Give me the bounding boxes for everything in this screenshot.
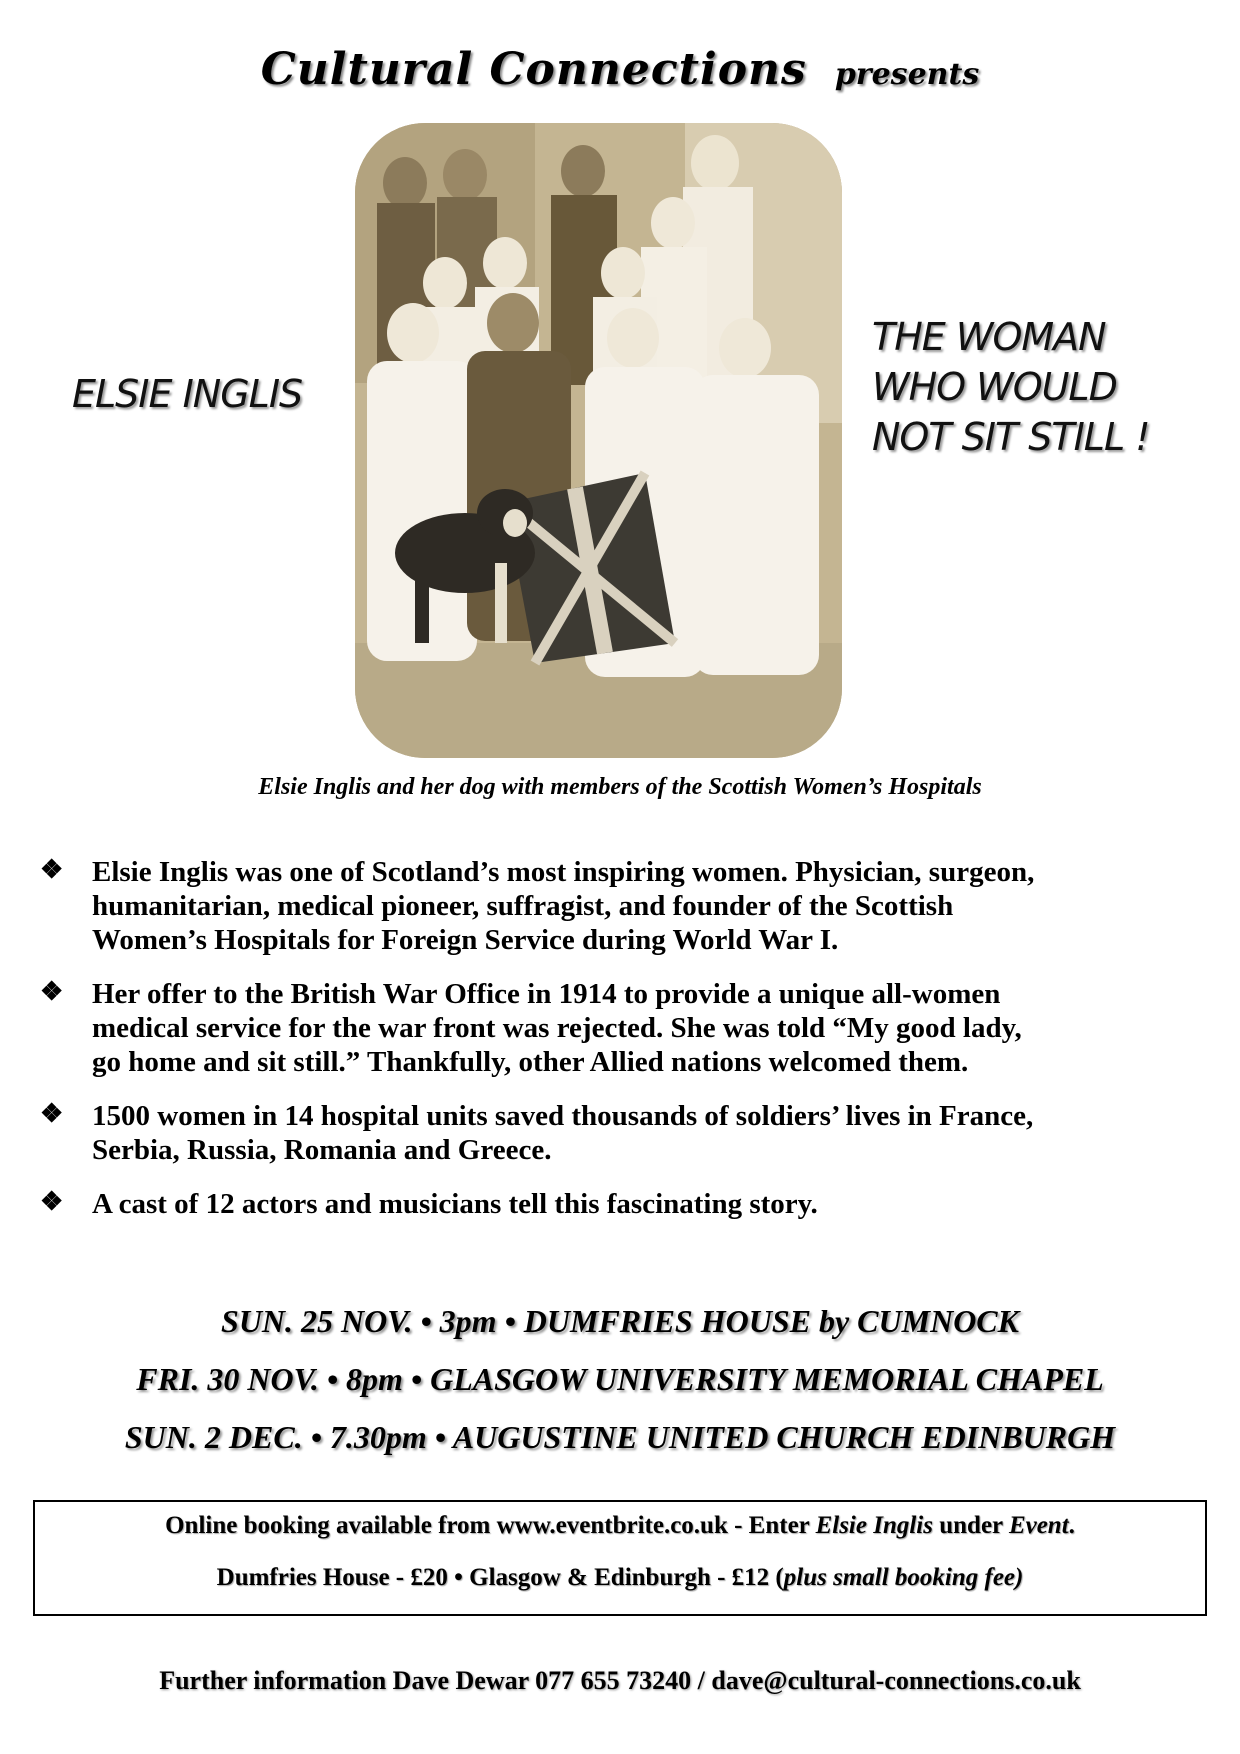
- booking-text: under: [932, 1512, 1009, 1539]
- event-header: [0, 44, 1240, 95]
- bullet-line: humanitarian, medical pioneer, suffragist, and founder of the Scottish: [92, 890, 954, 922]
- diamond-bullet-icon: ❖: [40, 855, 64, 884]
- bullet-line: go home and sit still.” Thankfully, other Allied nations welcomed them.: [92, 1046, 969, 1078]
- bullet-item: [40, 977, 1210, 1079]
- bullet-item: [40, 1099, 1210, 1167]
- booking-event-label: Event: [1008, 1512, 1069, 1539]
- diamond-bullet-icon: ❖: [40, 1099, 64, 1128]
- title-right: [872, 312, 1149, 462]
- booking-box: [33, 1500, 1207, 1616]
- organization-name: Cultural Connections: [260, 44, 807, 95]
- bullet-line: Her offer to the British War Office in 1914 to provide a unique all-women: [92, 978, 1001, 1010]
- bullet-line: Women’s Hospitals for Foreign Service during World War I.: [92, 924, 839, 956]
- diamond-bullet-icon: ❖: [40, 977, 64, 1006]
- event-date-line: SUN. 25 NOV. • 3pm • DUMFRIES HOUSE by CUMNOCK: [221, 1303, 1019, 1339]
- bullet-item: [40, 1187, 1210, 1221]
- title-right-line: WHO WOULD: [872, 365, 1117, 409]
- event-date-line: SUN. 2 DEC. • 7.30pm • AUGUSTINE UNITED CHURCH EDINBURGH: [124, 1419, 1116, 1455]
- bullet-line: 1500 women in 14 hospital units saved thousands of soldiers’ lives in France,: [92, 1100, 1034, 1132]
- title-right-line: NOT SIT STILL !: [872, 415, 1150, 459]
- photo-caption: Elsie Inglis and her dog with members of the Scottish Women’s Hospitals: [258, 774, 982, 800]
- booking-fee-note: plus small booking fee): [783, 1564, 1024, 1591]
- booking-line-online: [35, 1512, 1205, 1540]
- bullet-line: Elsie Inglis was one of Scotland’s most inspiring women. Physician, surgeon,: [92, 856, 1035, 888]
- price-text: Dumfries House - £20 • Glasgow & Edinburgh - £12 (: [216, 1564, 784, 1591]
- bullet-line: A cast of 12 actors and musicians tell this fascinating story.: [92, 1188, 818, 1220]
- group-photo: [355, 123, 842, 758]
- presents-text: presents: [834, 57, 980, 92]
- booking-event-name: Elsie Inglis: [815, 1512, 933, 1539]
- event-dates: [0, 1292, 1240, 1466]
- diamond-bullet-icon: ❖: [40, 1187, 64, 1216]
- bullet-line: Serbia, Russia, Romania and Greece.: [92, 1134, 552, 1166]
- booking-text: .: [1068, 1512, 1075, 1539]
- bullet-item: [40, 855, 1210, 957]
- title-right-line: THE WOMAN: [872, 315, 1106, 359]
- event-date-line: FRI. 30 NOV. • 8pm • GLASGOW UNIVERSITY MEMORIAL CHAPEL: [136, 1361, 1104, 1397]
- info-bullets: [40, 855, 1210, 1241]
- bullet-line: medical service for the war front was rejected. She was told “My good lady,: [92, 1012, 1022, 1044]
- booking-line-prices: [35, 1564, 1205, 1592]
- booking-text: Online booking available from www.eventbrite.co.uk - Enter: [165, 1512, 816, 1539]
- title-left: ELSIE INGLIS: [72, 372, 303, 416]
- contact-info: Further information Dave Dewar 077 655 73240 / dave@cultural-connections.co.uk: [159, 1666, 1081, 1695]
